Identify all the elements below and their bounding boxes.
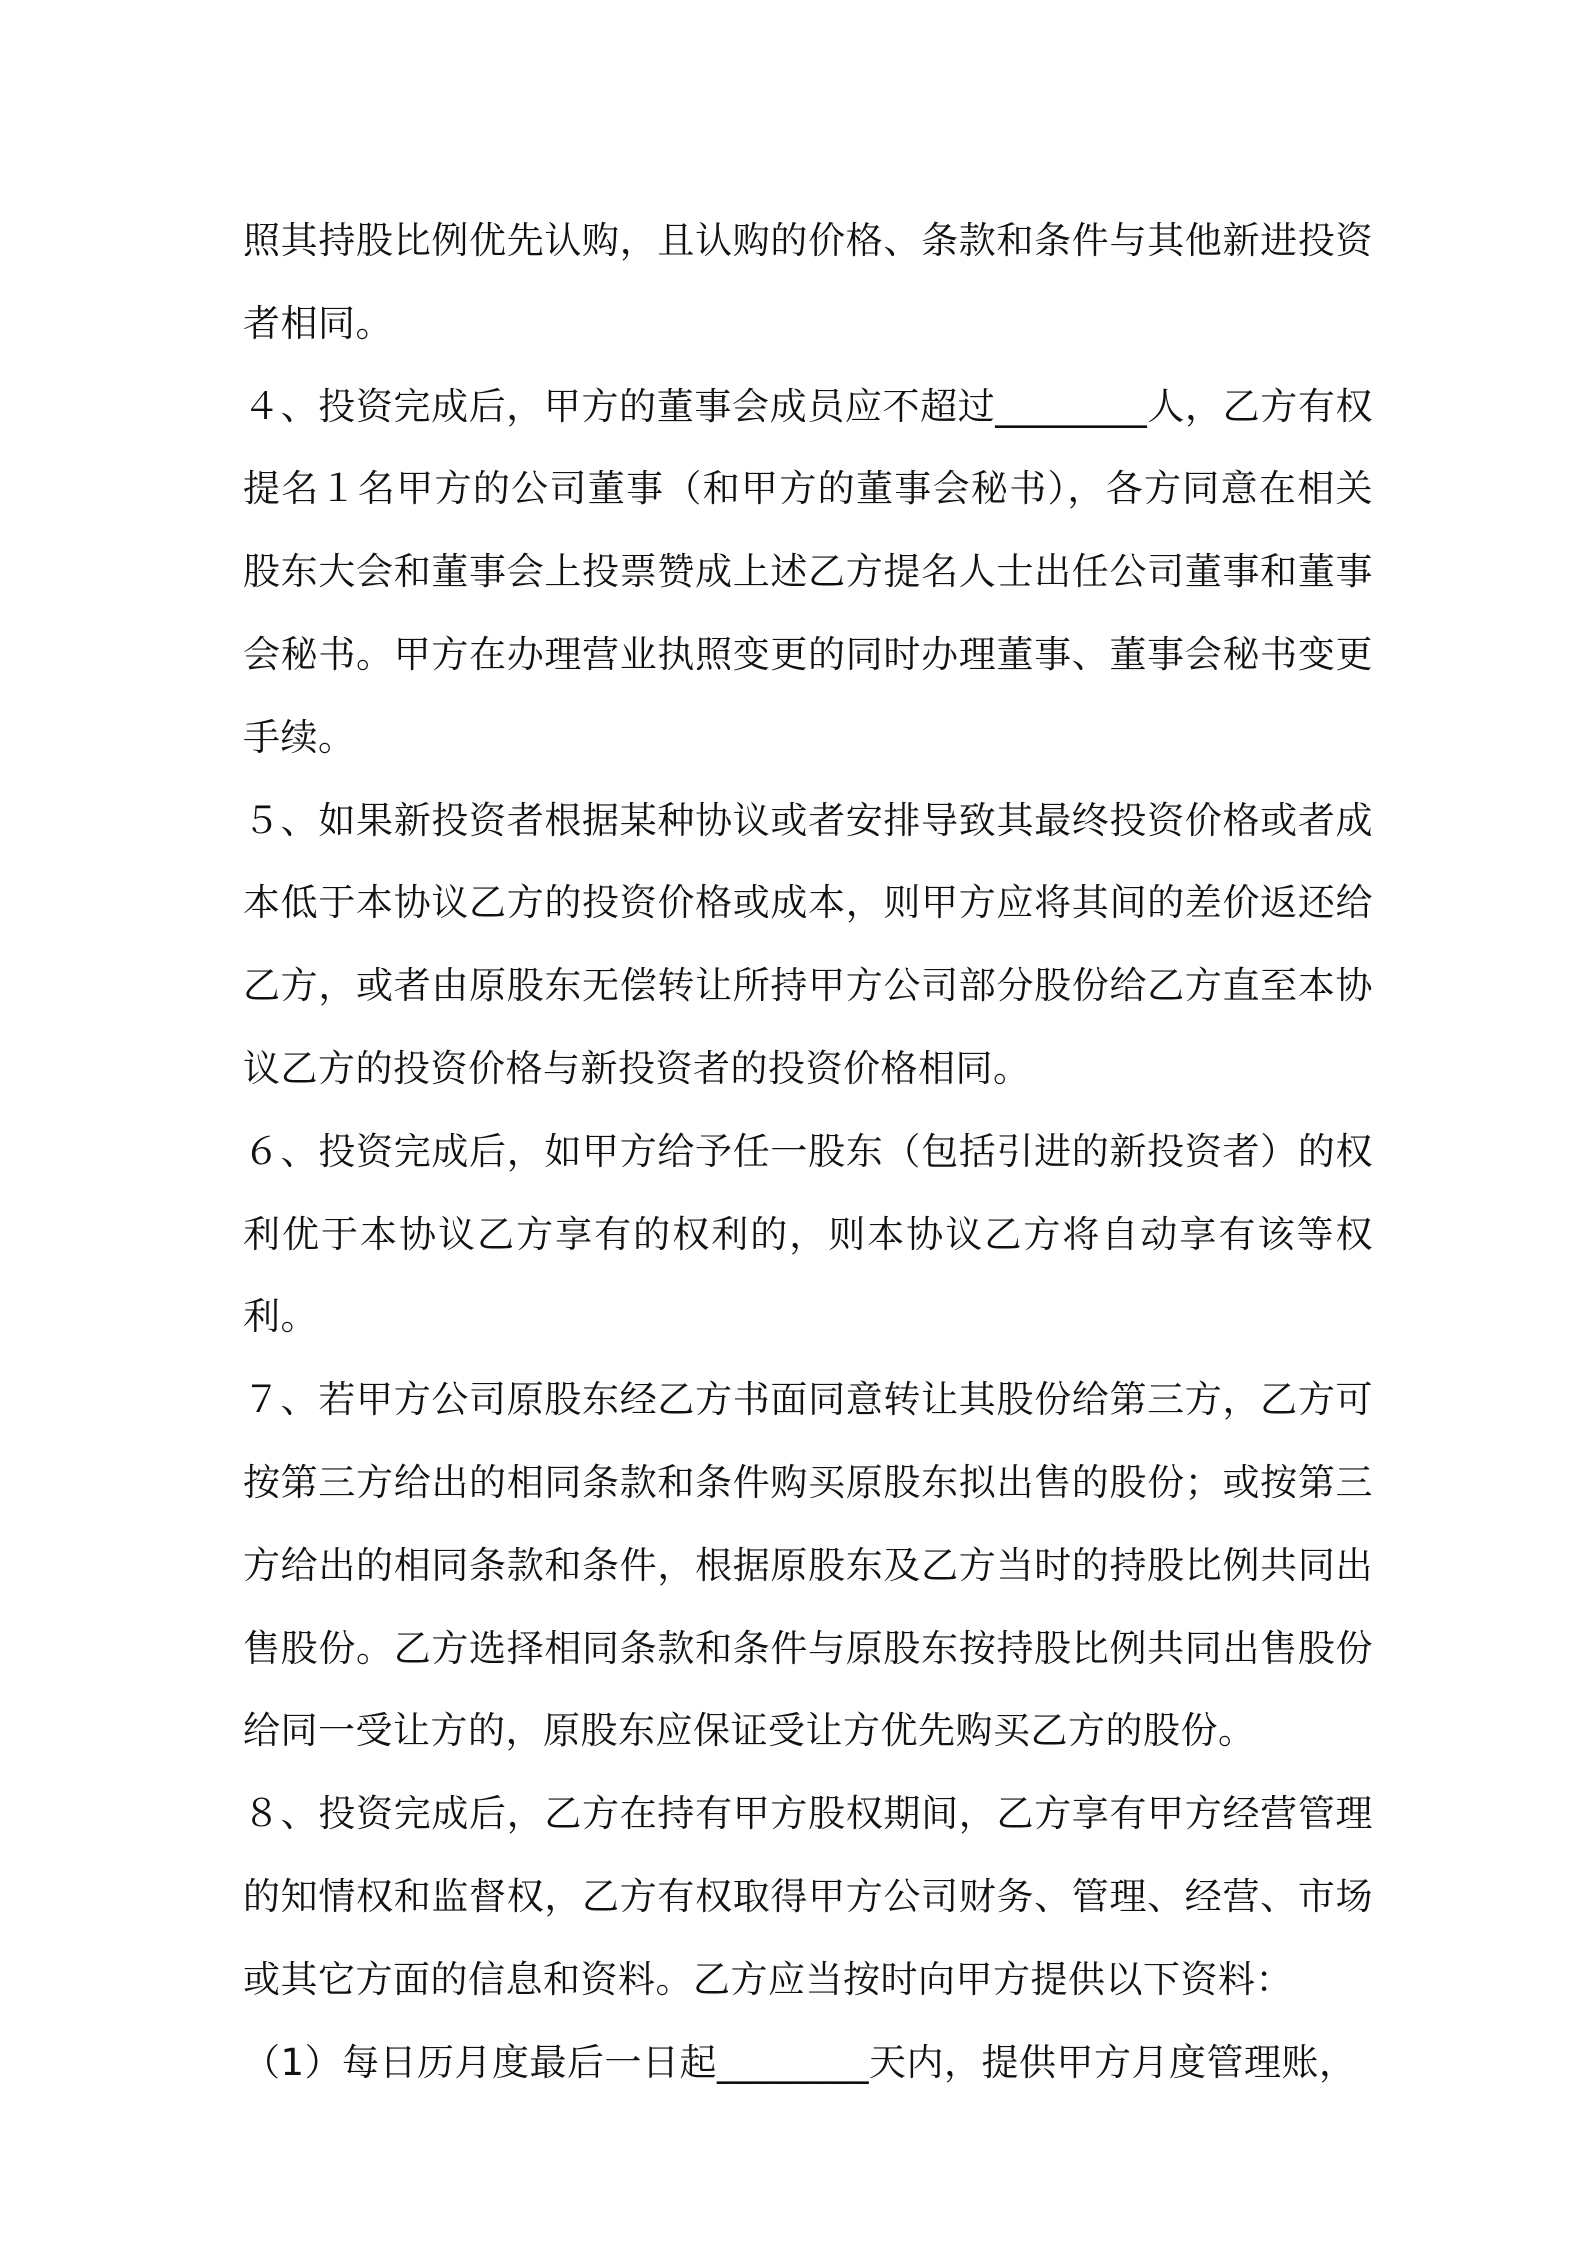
paragraph-continuation: 照其持股比例优先认购，且认购的价格、条款和条件与其他新进投资者相同。 [243,219,1373,345]
document-body [243,200,1373,2104]
paragraph-clause-6: ６、投资完成后，如甲方给予任一股东（包括引进的新投资者）的权利优于本协议乙方享有的权利的，则本协议乙方将自动享有该等权利。 [243,1129,1373,1339]
paragraph-item-1: （1）每日历月度最后一日起________天内，提供甲方月度管理账， [243,2040,1357,2084]
paragraph-clause-5: ５、如果新投资者根据某种协议或者安排导致其最终投资价格或者成本低于本协议乙方的投资价格或成本，则甲方应将其间的差价返还给乙方，或者由原股东无偿转让所持甲方公司部分股份给乙方直至本协议乙方的投资价格与新投资者的投资价格相同。 [243,798,1373,1090]
paragraph-clause-8: ８、投资完成后，乙方在持有甲方股权期间，乙方享有甲方经营管理的知情权和监督权，乙方有权取得甲方公司财务、管理、经营、市场或其它方面的信息和资料。乙方应当按时向甲方提供以下资料： [243,1792,1373,2001]
paragraph-clause-4: ４、投资完成后，甲方的董事会成员应不超过________人，乙方有权提名１名甲方的公司董事（和甲方的董事会秘书），各方同意在相关股东大会和董事会上投票赞成上述乙方提名人士出任公司董事和董事会秘书。甲方在办理营业执照变更的同时办理董事、董事会秘书变更手续。 [243,384,1373,759]
paragraph-clause-7: ７、若甲方公司原股东经乙方书面同意转让其股份给第三方，乙方可按第三方给出的相同条款和条件购买原股东拟出售的股份；或按第三方给出的相同条款和条件，根据原股东及乙方当时的持股比例共同出售股份。乙方选择相同条款和条件与原股东按持股比例共同出售股份给同一受让方的，原股东应保证受让方优先购买乙方的股份。 [243,1378,1373,1753]
